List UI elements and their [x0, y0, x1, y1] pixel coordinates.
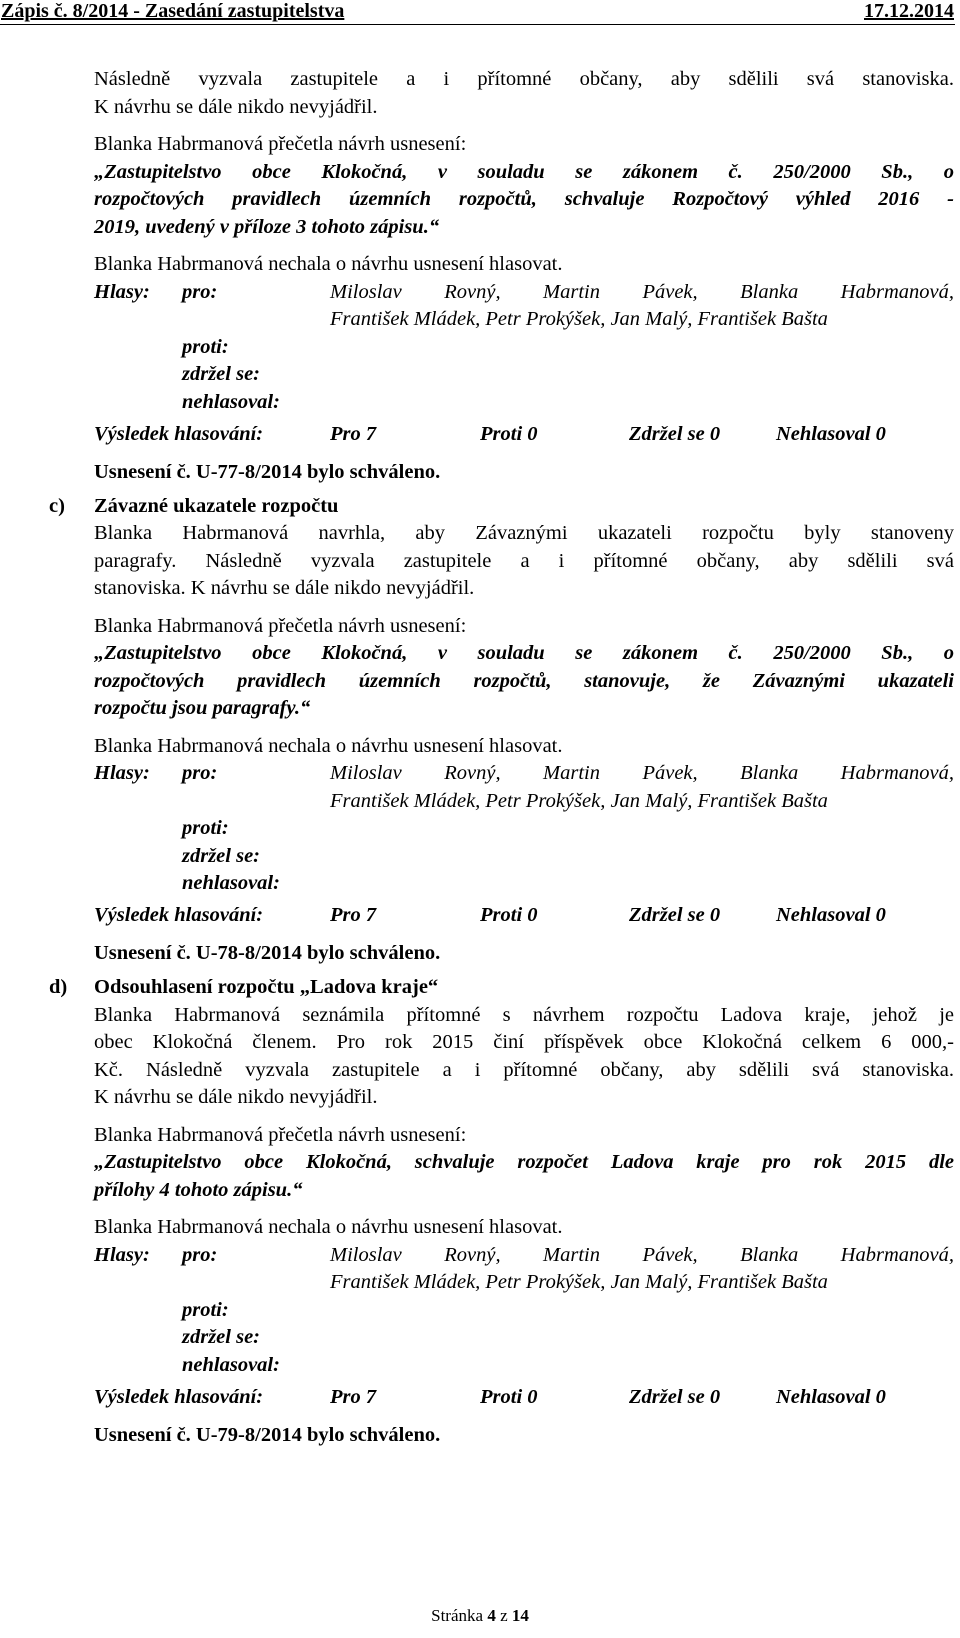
result-label: Výsledek hlasování:	[94, 422, 264, 445]
footer-page-total: 14	[511, 1606, 529, 1625]
paragraph-line: Blanka Habrmanová navrhla, aby Závaznými ukazateli rozpočtu byly stanoveny	[94, 522, 954, 544]
votes-pro-label: pro:	[182, 280, 218, 303]
paragraph-line: Blanka Habrmanová seznámila přítomné s návrhem rozpočtu Ladova kraje, jehož je	[94, 1003, 954, 1026]
result-not-voted: Nehlasoval 0	[776, 1385, 886, 1408]
votes-pro-names: František Mládek, Petr Prokýšek, Jan Malý, František Bašta	[330, 789, 828, 812]
result-proti: Proti 0	[480, 422, 538, 445]
votes-label: Hlasy:	[94, 762, 150, 784]
read-proposal: Blanka Habrmanová přečetla návrh usnesení:	[94, 1123, 467, 1146]
footer-separator: z	[500, 1606, 508, 1625]
votes-pro-names: Miloslav Rovný, Martin Pávek, Blanka Habrmanová,	[330, 1243, 954, 1266]
votes-label: Hlasy:	[94, 280, 150, 303]
page-header	[0, 0, 955, 25]
section-letter: d)	[49, 976, 68, 998]
result-abstain: Zdržel se 0	[629, 1385, 721, 1408]
resolution-text: rozpočtových pravidlech územních rozpočtů, schvaluje Rozpočtový výhled 2016 -	[94, 188, 954, 210]
votes-proti-label: proti:	[182, 335, 229, 358]
votes-pro-names: František Mládek, Petr Prokýšek, Jan Malý, František Bašta	[330, 308, 828, 330]
votes-abstain-label: zdržel se:	[182, 1326, 261, 1348]
paragraph-line: stanoviska. K návrhu se dále nikdo nevyjádřil.	[94, 577, 475, 599]
result-not-voted: Nehlasoval 0	[776, 904, 886, 926]
vote-call: Blanka Habrmanová nechala o návrhu usnesení hlasovat.	[94, 253, 563, 275]
vote-call: Blanka Habrmanová nechala o návrhu usnesení hlasovat.	[94, 1216, 563, 1238]
section-d	[49, 974, 954, 1454]
resolution-text: „Zastupitelstvo obce Klokočná, v souladu se zákonem č. 250/2000 Sb., o	[94, 642, 954, 664]
page-footer	[0, 1606, 960, 1626]
section-title: Odsouhlasení rozpočtu „Ladova kraje“	[94, 976, 439, 998]
resolution-approved: Usnesení č. U-78-8/2014 bylo schváleno.	[94, 942, 441, 964]
vote-result	[94, 898, 954, 934]
intro-line: Následně vyzvala zastupitele a i přítomné občany, aby sdělili svá stanoviska.	[94, 68, 954, 90]
resolution-text: „Zastupitelstvo obce Klokočná, v souladu se zákonem č. 250/2000 Sb., o	[94, 160, 954, 183]
document-date: 17.12.2014	[864, 0, 954, 22]
resolution-approved: Usnesení č. U-77-8/2014 bylo schváleno.	[94, 460, 441, 483]
resolution-approved: Usnesení č. U-79-8/2014 bylo schváleno.	[94, 1423, 441, 1446]
votes-label: Hlasy:	[94, 1243, 150, 1266]
result-abstain: Zdržel se 0	[629, 422, 721, 445]
votes-not-voted-label: nehlasoval:	[182, 390, 280, 413]
footer-prefix: Stránka	[431, 1606, 484, 1625]
resolution-text: rozpočtových pravidlech územních rozpočtů, stanovuje, že Závaznými ukazateli	[94, 669, 954, 692]
vote-result	[94, 417, 954, 453]
section-letter: c)	[49, 494, 65, 517]
resolution-text: „Zastupitelstvo obce Klokočná, schvaluje rozpočet Ladova kraje pro rok 2015 dle	[94, 1151, 954, 1173]
section-title: Závazné ukazatele rozpočtu	[94, 494, 339, 517]
paragraph-line: paragrafy. Následně vyzvala zastupitele a i přítomné občany, aby sdělili svá	[94, 549, 954, 572]
resolution-text: 2019, uvedený v příloze 3 tohoto zápisu.“	[94, 215, 440, 238]
votes-pro-label: pro:	[182, 1243, 218, 1266]
votes-block	[94, 760, 954, 898]
result-label: Výsledek hlasování:	[94, 1385, 264, 1408]
intro-line: K návrhu se dále nikdo nevyjádřil.	[94, 95, 378, 118]
votes-pro-names: Miloslav Rovný, Martin Pávek, Blanka Habrmanová,	[330, 280, 954, 303]
result-pro: Pro 7	[330, 904, 377, 926]
votes-block	[94, 279, 954, 417]
vote-result	[94, 1380, 954, 1416]
votes-pro-names: František Mládek, Petr Prokýšek, Jan Malý, František Bašta	[330, 1271, 828, 1293]
resolution-text: rozpočtu jsou paragrafy.“	[94, 697, 311, 719]
document-body	[49, 66, 954, 1454]
document-title: Zápis č. 8/2014 - Zasedání zastupitelstva	[1, 0, 345, 22]
read-proposal: Blanka Habrmanová přečetla návrh usnesení:	[94, 614, 467, 637]
result-pro: Pro 7	[330, 422, 377, 445]
result-abstain: Zdržel se 0	[629, 904, 721, 926]
vote-call: Blanka Habrmanová nechala o návrhu usnesení hlasovat.	[94, 734, 563, 757]
paragraph-line: K návrhu se dále nikdo nevyjádřil.	[94, 1086, 378, 1108]
votes-proti-label: proti:	[182, 1298, 229, 1321]
paragraph-line: Kč. Následně vyzvala zastupitele a i přítomné občany, aby sdělili svá stanoviska.	[94, 1058, 954, 1081]
result-pro: Pro 7	[330, 1385, 377, 1408]
section-c	[49, 493, 954, 973]
resolution-text: přílohy 4 tohoto zápisu.“	[94, 1178, 303, 1201]
votes-pro-names: Miloslav Rovný, Martin Pávek, Blanka Habrmanová,	[330, 762, 954, 784]
votes-pro-label: pro:	[182, 762, 218, 784]
result-proti: Proti 0	[480, 904, 538, 926]
votes-block	[94, 1242, 954, 1380]
result-not-voted: Nehlasoval 0	[776, 422, 886, 445]
votes-abstain-label: zdržel se:	[182, 844, 261, 867]
votes-not-voted-label: nehlasoval:	[182, 1353, 280, 1376]
result-proti: Proti 0	[480, 1385, 538, 1408]
votes-proti-label: proti:	[182, 817, 229, 839]
paragraph-line: obec Klokočná členem. Pro rok 2015 činí příspěvek obce Klokočná celkem 6 000,-	[94, 1031, 954, 1053]
votes-not-voted-label: nehlasoval:	[182, 872, 280, 894]
votes-abstain-label: zdržel se:	[182, 363, 261, 385]
footer-page-number: 4	[487, 1606, 496, 1625]
read-proposal: Blanka Habrmanová přečetla návrh usnesení:	[94, 133, 467, 155]
result-label: Výsledek hlasování:	[94, 904, 264, 926]
